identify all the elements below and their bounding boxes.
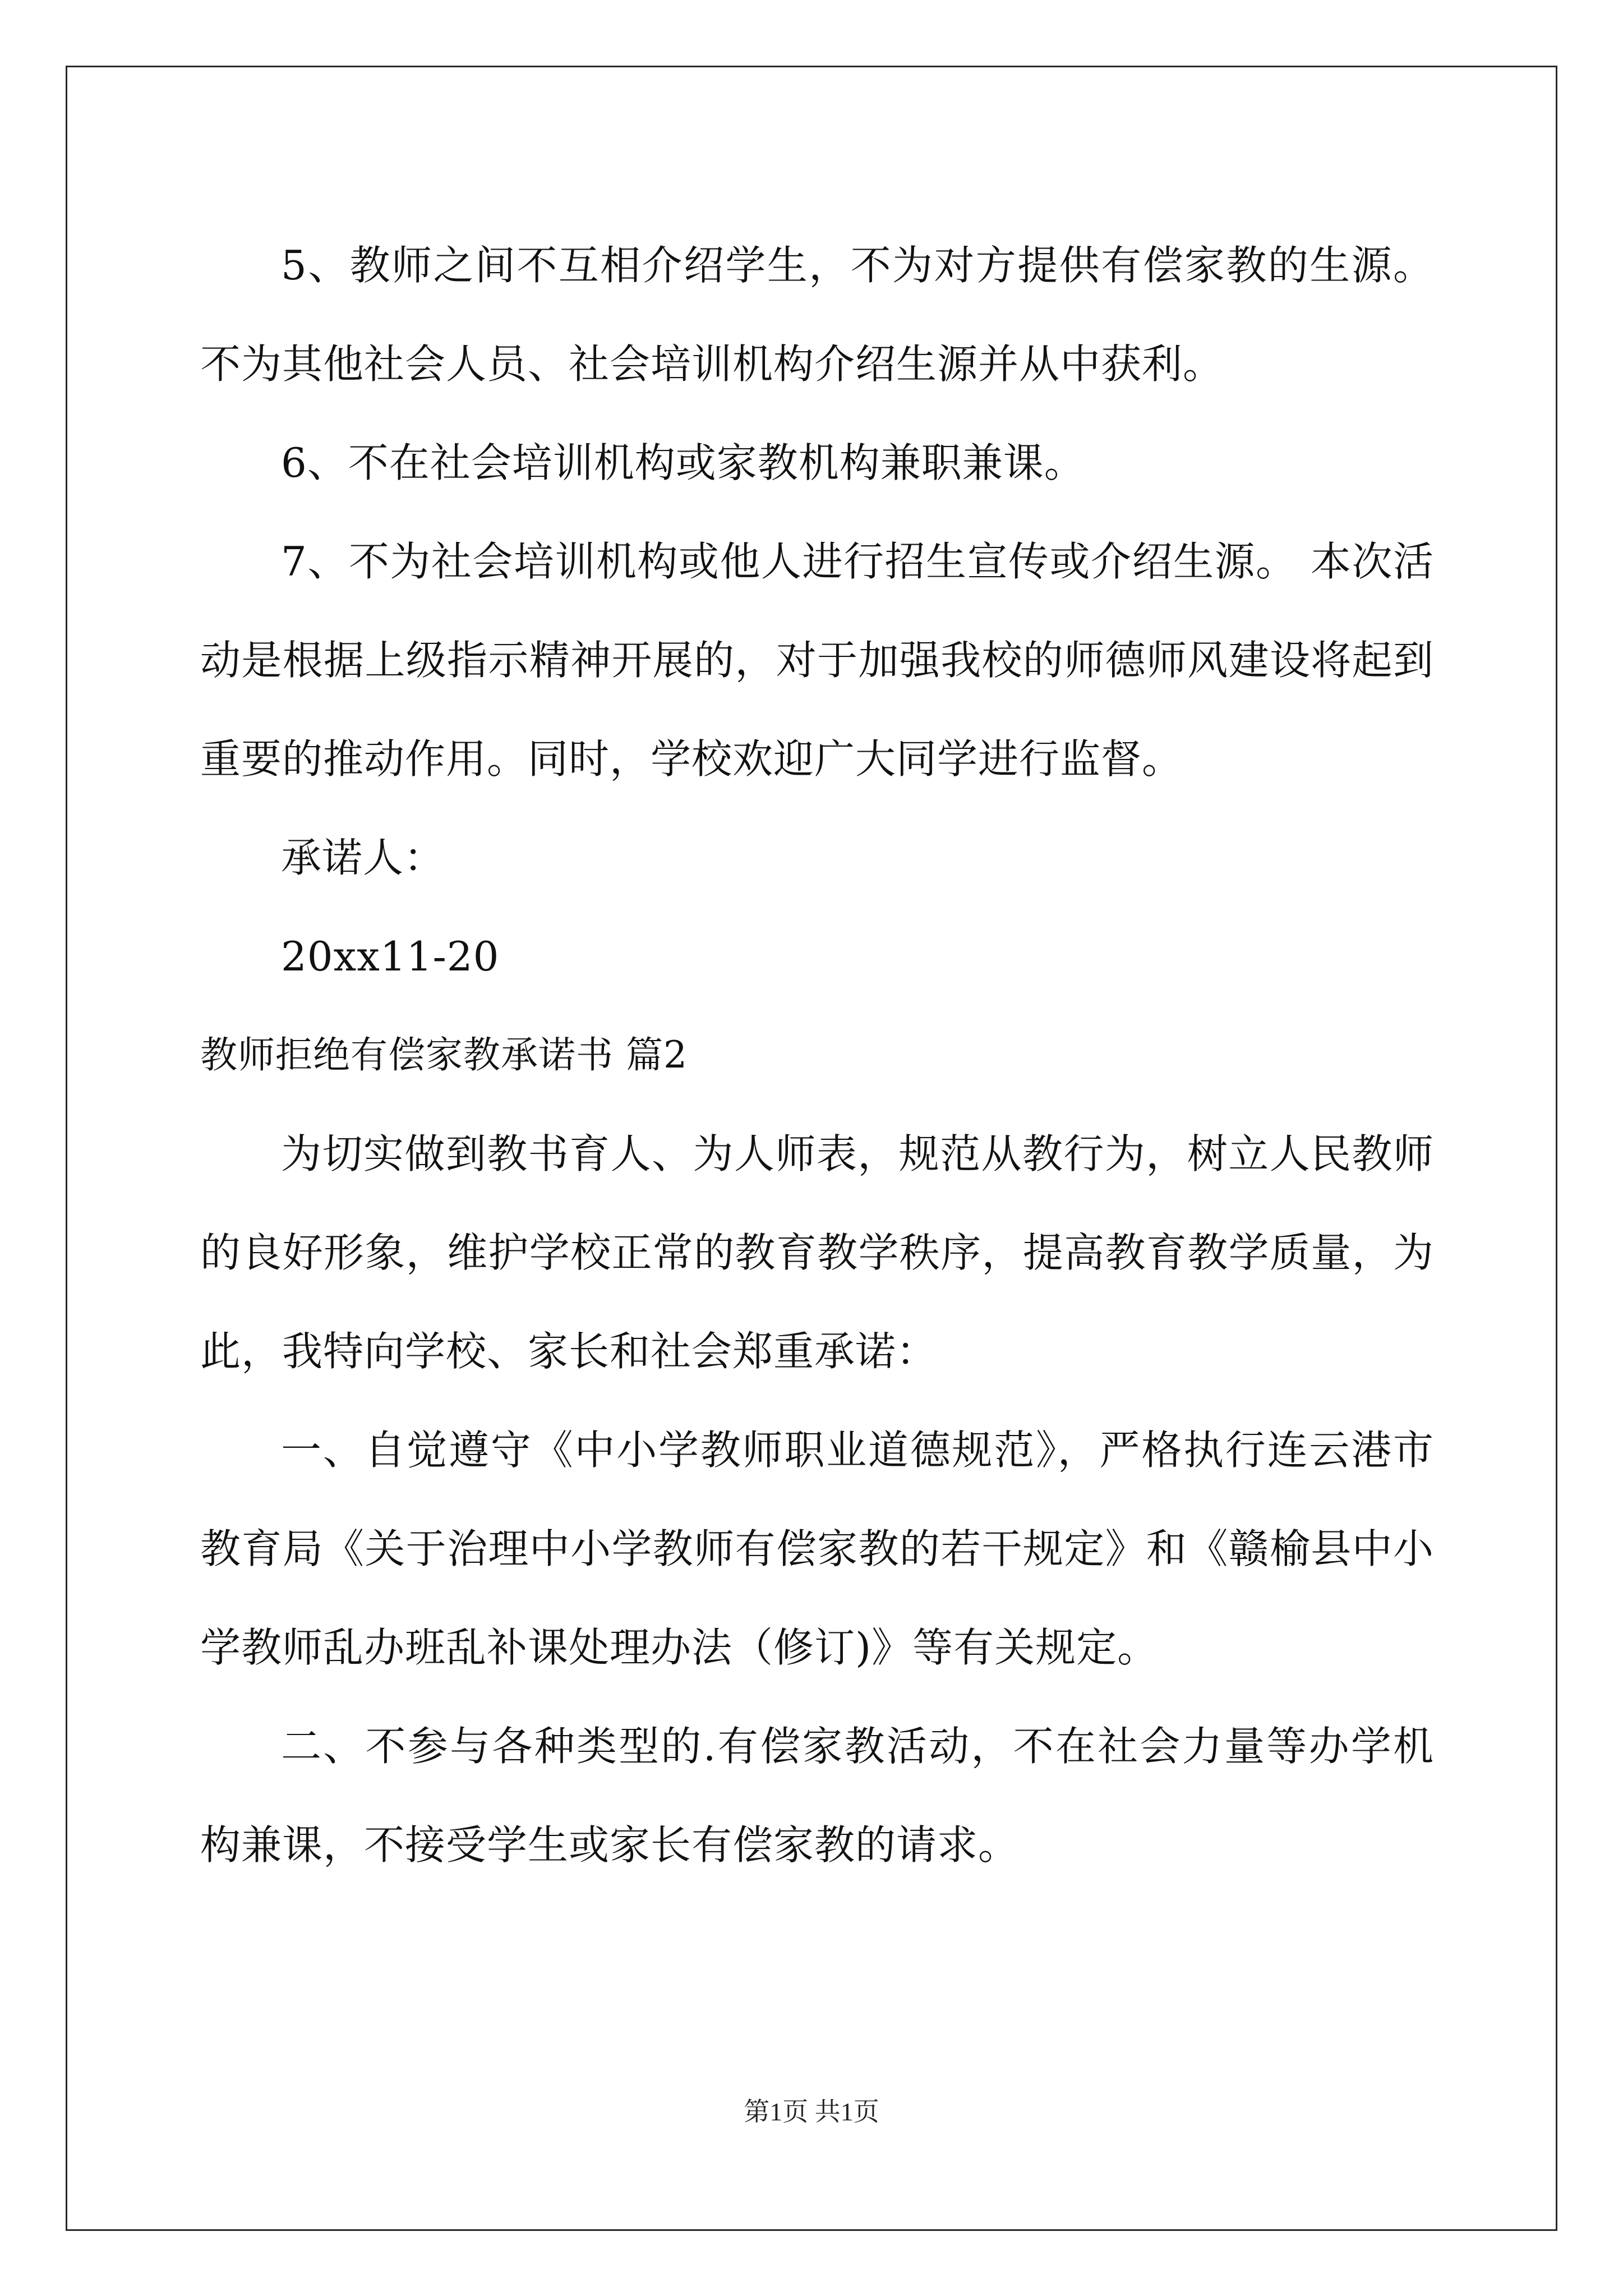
paragraph-item-5: 5、教师之间不互相介绍学生，不为对方提供有偿家教的生源。不为其他社会人员、社会培训机构介绍生源并从中获利。 [200, 242, 1434, 388]
section-paragraph-one: 一、自觉遵守《中小学教师职业道德规范》，严格执行连云港市教育局《关于治理中小学教师有偿家教的若干规定》和《赣榆县中小学教师乱办班乱补课处理办法（修订)》等有关规定。 [200, 1427, 1434, 1671]
document-body [200, 216, 1434, 1894]
section-paragraph-two: 二、不参与各种类型的.有偿家教活动，不在社会力量等办学机构兼课，不接受学生或家长有偿家教的请求。 [200, 1723, 1434, 1869]
paragraph-item-7: 7、不为社会培训机构或他人进行招生宣传或介绍生源。 本次活动是根据上级指示精神开展的，对于加强我校的师德师风建设将起到重要的推动作用。同时，学校欢迎广大同学进行监督。 [200, 538, 1434, 783]
paragraph-item-6: 6、不在社会培训机构或家教机构兼职兼课。 [281, 439, 1085, 486]
signatory-label: 承诺人： [281, 834, 445, 881]
date-line: 20xx11-20 [281, 933, 500, 980]
section-heading: 教师拒绝有偿家教承诺书 篇2 [200, 1033, 688, 1076]
page-footer: 第1页 共1页 [744, 2097, 879, 2126]
section-intro-paragraph: 为切实做到教书育人、为人师表，规范从教行为，树立人民教师的良好形象，维护学校正常的教育教学秩序，提高教育教学质量，为此，我特向学校、家长和社会郑重承诺： [200, 1130, 1434, 1375]
